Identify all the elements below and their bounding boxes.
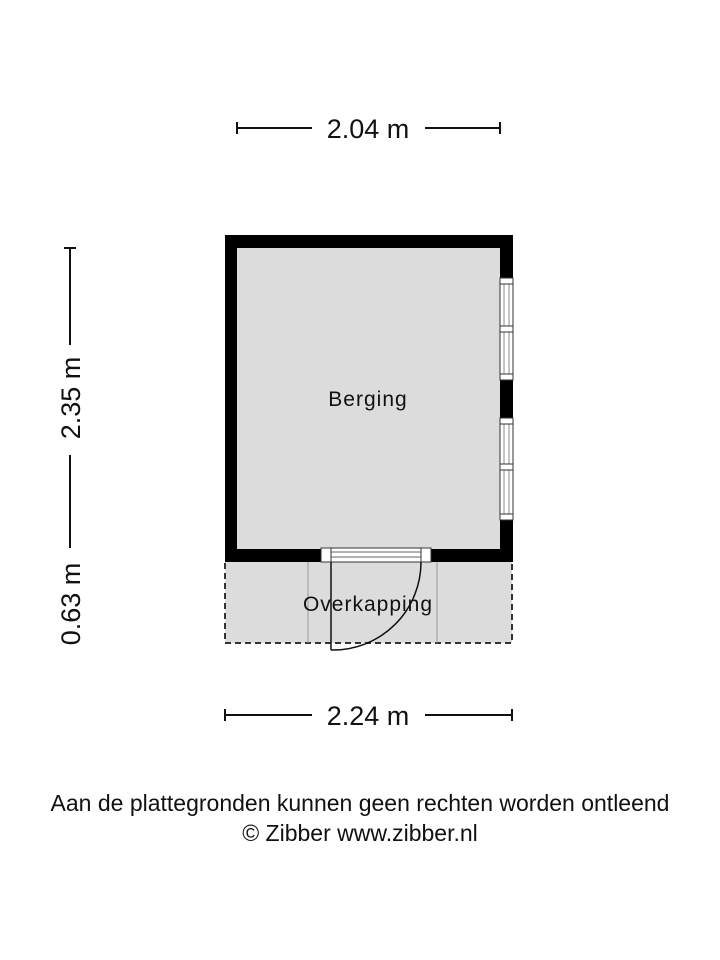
dimension-left-lower-label: 0.63 m bbox=[56, 562, 86, 646]
dimension-left bbox=[56, 248, 86, 645]
dimension-bottom-label: 2.24 m bbox=[326, 701, 410, 731]
dimension-left-upper-label: 2.35 m bbox=[56, 356, 86, 440]
dimension-top-label: 2.04 m bbox=[326, 114, 410, 144]
dimension-top bbox=[237, 114, 500, 144]
copyright-text: © Zibber www.zibber.nl bbox=[242, 820, 478, 846]
room-label-berging: Berging bbox=[328, 388, 408, 411]
disclaimer-text: Aan de plattegronden kunnen geen rechten worden ontleend bbox=[50, 790, 670, 816]
room-label-overkapping: Overkapping bbox=[302, 593, 434, 616]
dimension-bottom bbox=[225, 701, 512, 731]
